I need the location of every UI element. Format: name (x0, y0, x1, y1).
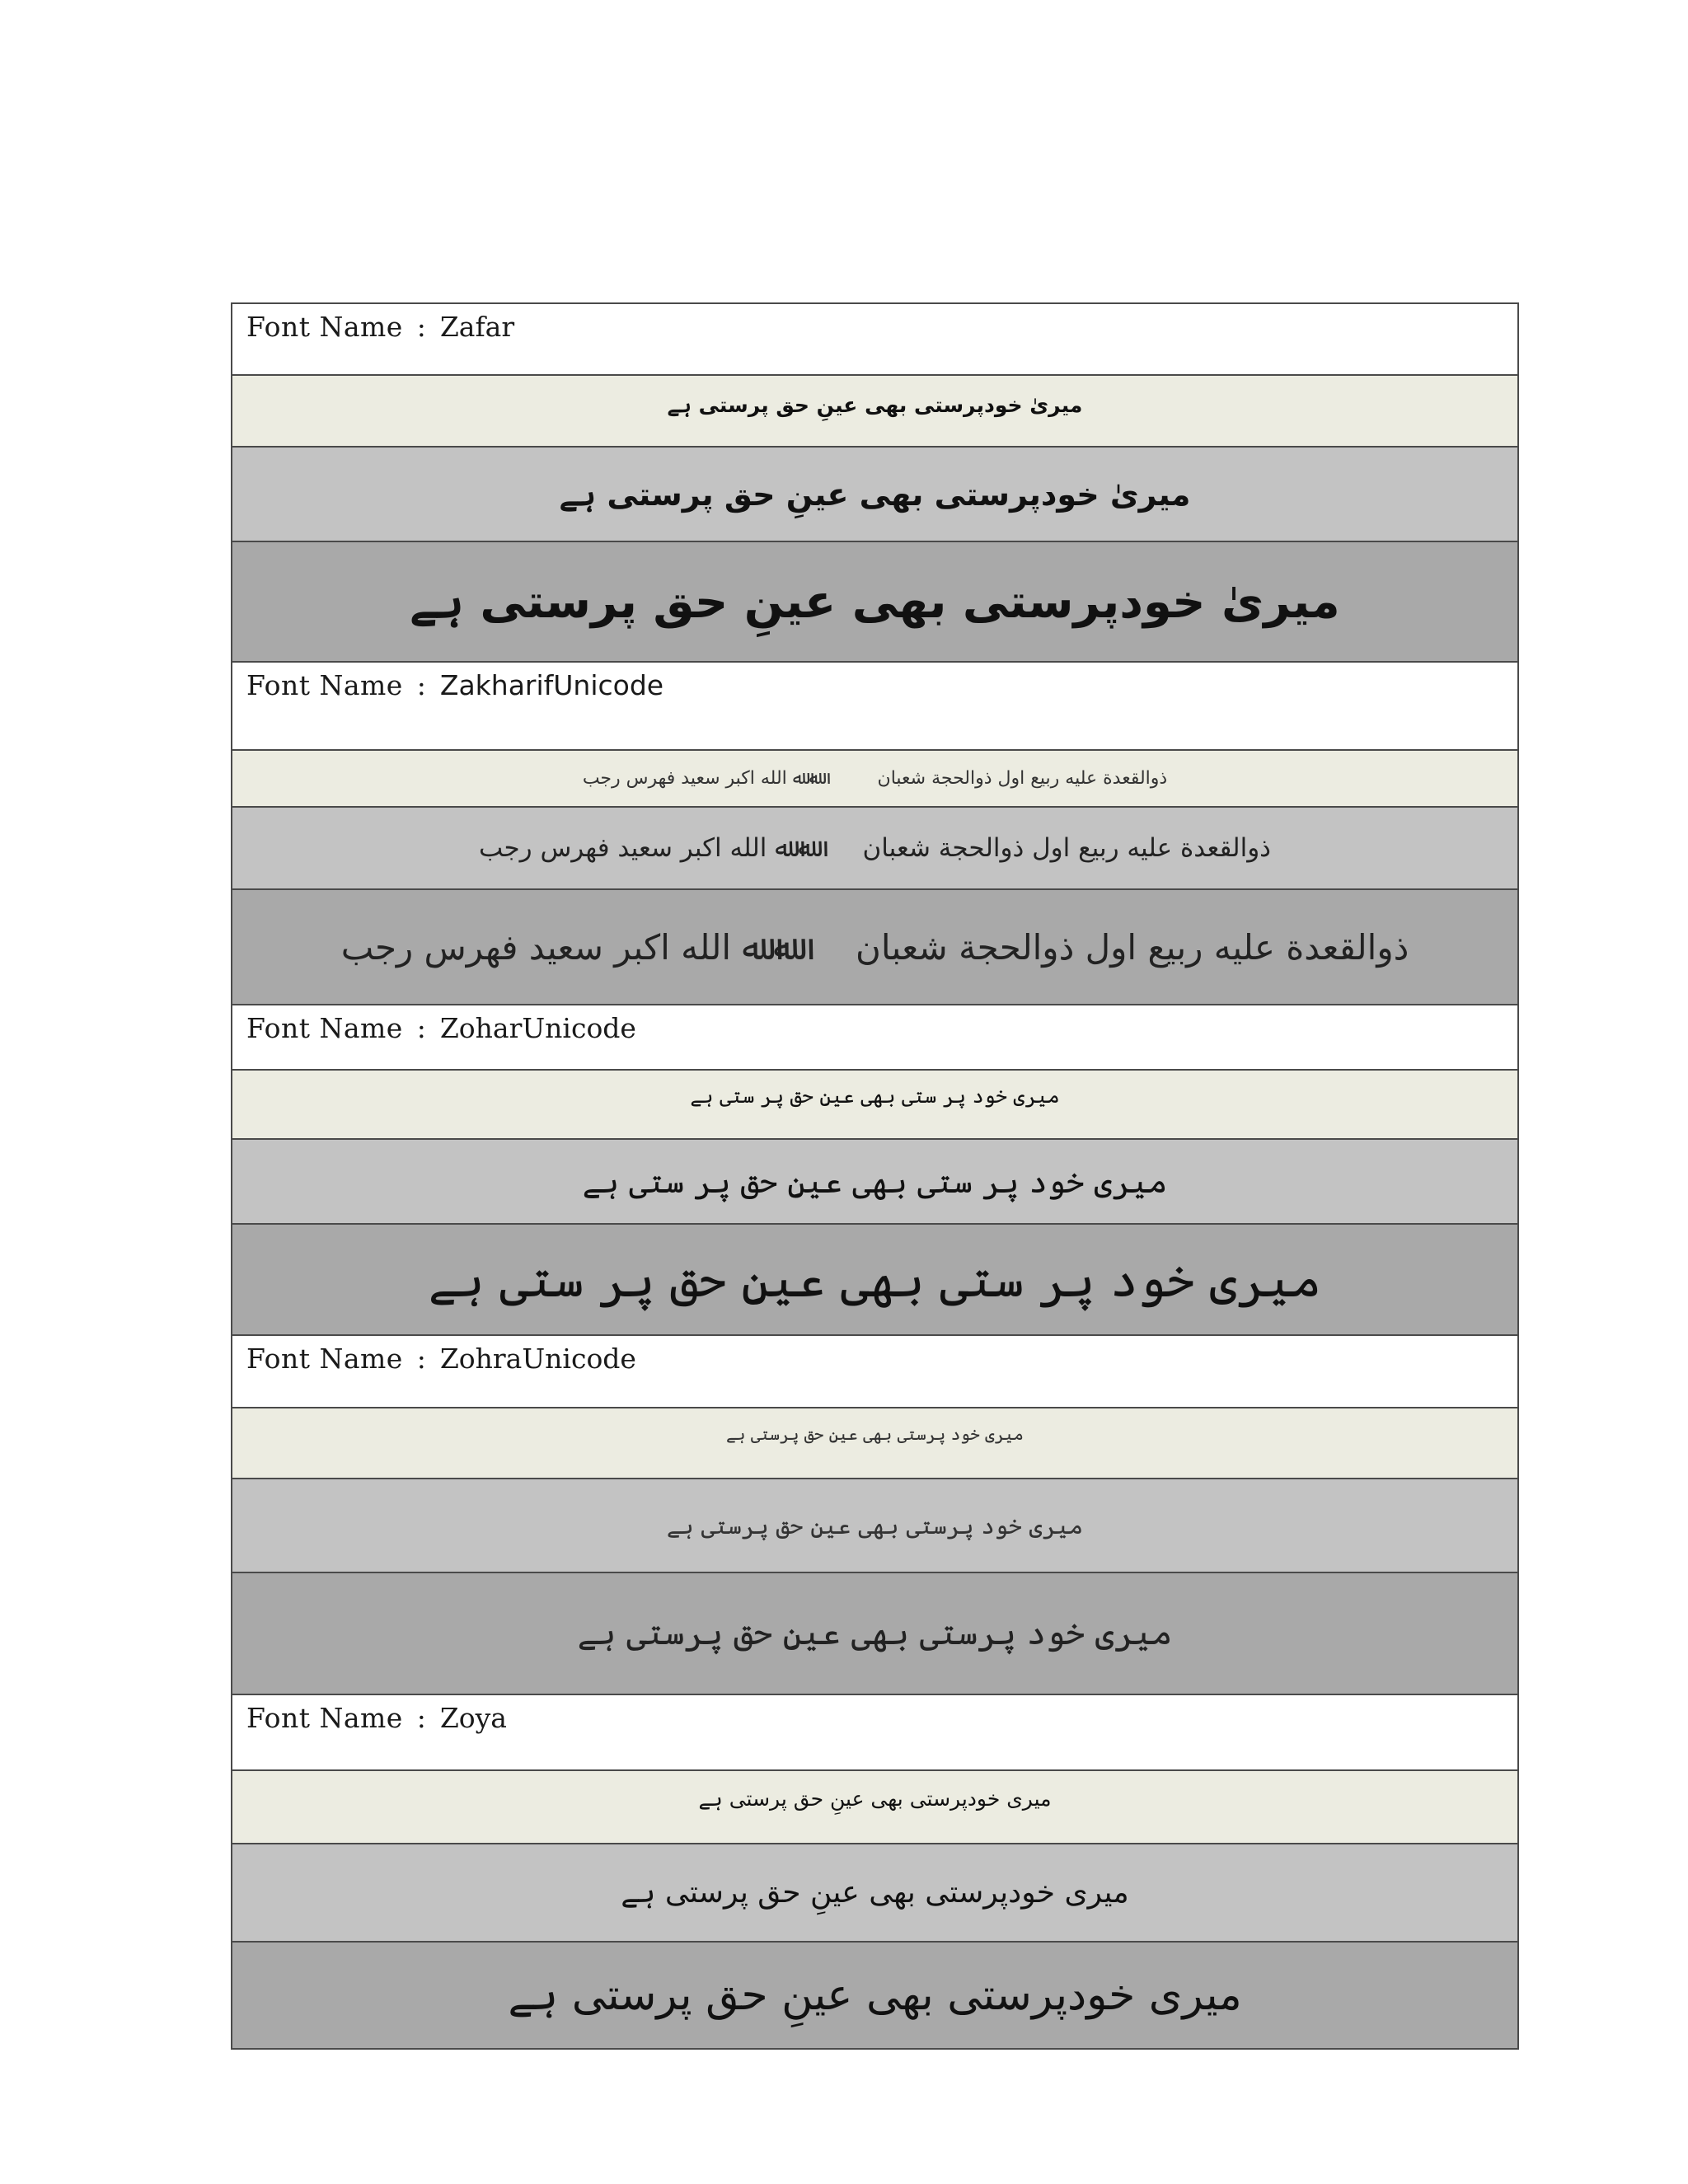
calligraphy-group-left: ﷲ ﷲ الله اكبر سعيد فهرس رجب (582, 768, 820, 789)
sample-text: میری خودپرستی بھی عینِ حق پرستی ہے (508, 1971, 1242, 2020)
sample-text: میری خود پرستی بھی عینِ حق پرستی ہے (726, 1424, 1024, 1444)
font-name-row-zohraunicode (232, 1336, 1517, 1408)
font-name-row-zakharifunicode (232, 663, 1517, 751)
calligraphy-group-left: ﷲ ﷲ الله اكبر سعيد فهرس رجب (479, 833, 814, 863)
font-name-separator: : (416, 669, 426, 701)
sample-small-zakharifunicode (232, 751, 1517, 808)
sample-text: میریٰ خودپرستی بھی عینِ حق پرستی ہے (559, 476, 1191, 513)
sample-medium-zafar (232, 448, 1517, 542)
font-name-row-zoya (232, 1695, 1517, 1771)
sample-medium-zoharunicode (232, 1140, 1517, 1225)
sample-text: میری خود پر ستی بھی عینِ حق پر ستی ہے (582, 1163, 1168, 1200)
font-name-value: ZakharifUnicode (439, 669, 664, 701)
sample-large-zoharunicode (232, 1225, 1517, 1336)
sample-small-zoya (232, 1771, 1517, 1844)
font-specimen-table (231, 302, 1519, 2050)
font-name-separator: : (416, 1702, 426, 1734)
font-name-value: Zafar (439, 311, 515, 343)
sample-medium-zoya (232, 1844, 1517, 1943)
font-name-label: Font Name (246, 1012, 403, 1044)
font-name-row-zafar (232, 304, 1517, 376)
sample-text: میری خود پر ستی بھی عینِ حق پر ستی ہے (690, 1085, 1060, 1108)
font-name-separator: : (416, 311, 426, 343)
font-name-value: ZoharUnicode (439, 1012, 636, 1044)
sample-text: میریٰ خودپرستی بھی عینِ حق پرستی ہے (667, 393, 1083, 417)
sample-small-zoharunicode (232, 1071, 1517, 1140)
sample-text: میری خود پرستی بھی عینِ حق پرستی ہے (577, 1615, 1173, 1652)
font-name-label: Font Name (246, 1343, 403, 1375)
sample-medium-zakharifunicode (232, 808, 1517, 890)
sample-text: میری خودپرستی بھی عینِ حق پرستی ہے (698, 1787, 1052, 1811)
sample-large-zakharifunicode (232, 890, 1517, 1005)
sample-medium-zohraunicode (232, 1479, 1517, 1573)
font-name-separator: : (416, 1012, 426, 1044)
sample-text: میری خود پرستی بھی عینِ حق پرستی ہے (666, 1511, 1084, 1540)
font-name-separator: : (416, 1343, 426, 1375)
sample-small-zafar (232, 376, 1517, 448)
calligraphy-group-right: ذوالقعدة عليه ربيع اول ذوالحجة شعبان (877, 768, 1168, 789)
sample-small-zohraunicode (232, 1408, 1517, 1479)
sample-text: میری خودپرستی بھی عینِ حق پرستی ہے (621, 1876, 1129, 1910)
font-name-label: Font Name (246, 311, 403, 343)
font-name-label: Font Name (246, 669, 403, 701)
calligraphy-group-right: ذوالقعدة عليه ربيع اول ذوالحجة شعبان (862, 833, 1271, 863)
font-name-value: ZohraUnicode (439, 1343, 636, 1375)
sample-text: میریٰ خودپرستی بھی عینِ حق پرستی ہے (410, 574, 1340, 629)
calligraphy-group-right: ذوالقعدة عليه ربيع اول ذوالحجة شعبان (855, 926, 1409, 968)
sample-large-zohraunicode (232, 1573, 1517, 1695)
sample-large-zoya (232, 1943, 1517, 2048)
font-name-row-zoharunicode (232, 1005, 1517, 1071)
sample-text: میری خود پر ستی بھی عینِ حق پر ستی ہے (428, 1251, 1322, 1308)
font-name-label: Font Name (246, 1702, 403, 1734)
font-name-value: Zoya (439, 1702, 507, 1734)
calligraphy-group-left: ﷲ ﷲ الله اكبر سعيد فهرس رجب (340, 926, 794, 968)
sample-large-zafar (232, 542, 1517, 663)
